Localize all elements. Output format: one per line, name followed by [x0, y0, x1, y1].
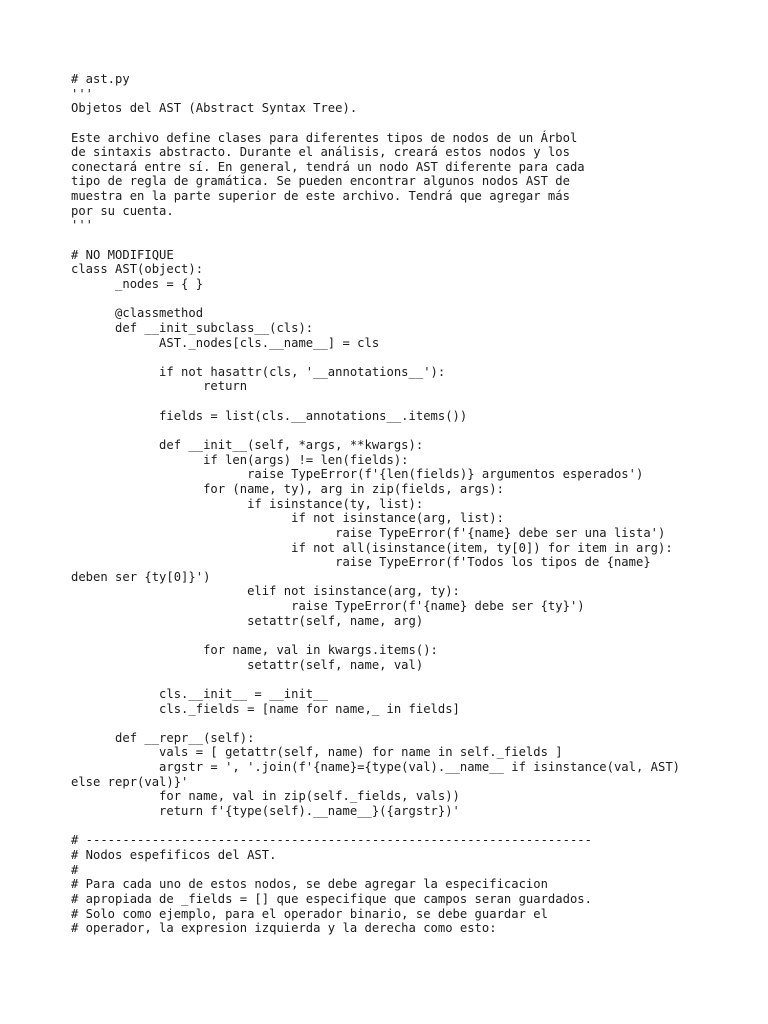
code-line: tipo de regla de gramática. Se pueden encontrar algunos nodos AST de — [71, 174, 570, 189]
blank-line — [71, 116, 761, 131]
code-line: def __init_subclass__(cls): — [71, 320, 314, 335]
code-line: # operador, la expresion izquierda y la derecha como esto: — [71, 921, 497, 936]
code-line: _nodes = { } — [71, 276, 204, 291]
blank-line — [71, 716, 761, 731]
code-line: if not hasattr(cls, '__annotations__'): — [71, 364, 446, 379]
code-line: muestra en la parte superior de este archivo. Tendrá que agregar más — [71, 189, 570, 204]
code-line: # --------------------------------------------------------------------- — [71, 833, 592, 848]
code-line: if isinstance(ty, list): — [71, 496, 424, 511]
code-line: # — [71, 862, 79, 877]
code-line: setattr(self, name, arg) — [71, 613, 424, 628]
blank-line — [71, 292, 761, 307]
code-line: deben ser {ty[0]}') — [71, 569, 211, 584]
code-line: for (name, ty), arg in zip(fields, args): — [71, 481, 504, 496]
code-line: # Solo como ejemplo, para el operador binario, se debe guardar el — [71, 906, 548, 921]
code-line: return f'{type(self).__name__}({argstr})' — [71, 804, 460, 819]
code-line: class AST(object): — [71, 262, 204, 277]
code-line: elif not isinstance(arg, ty): — [71, 584, 460, 599]
code-line: raise TypeError(f'{name} debe ser una lista') — [71, 525, 666, 540]
blank-line — [71, 628, 761, 643]
code-line: ''' — [71, 218, 94, 233]
code-line: Este archivo define clases para diferentes tipos de nodos de un Árbol — [71, 130, 578, 145]
blank-line — [71, 423, 761, 438]
blank-line — [71, 819, 761, 834]
code-line: raise TypeError(f'Todos los tipos de {name} — [71, 555, 651, 570]
code-line: cls.__init__ = __init__ — [71, 686, 328, 701]
code-line: de sintaxis abstracto. Durante el análisis, creará estos nodos y los — [71, 145, 570, 160]
code-line: # NO MODIFIQUE — [71, 247, 174, 262]
code-line: if len(args) != len(fields): — [71, 452, 409, 467]
code-line: return — [71, 379, 248, 394]
code-line: Objetos del AST (Abstract Syntax Tree). — [71, 101, 358, 116]
code-line: # ast.py — [71, 72, 130, 86]
code-listing — [71, 72, 761, 936]
code-line: argstr = ', '.join(f'{name}={type(val).__name__ if isinstance(val, AST) — [71, 760, 681, 775]
code-line: fields = list(cls.__annotations__.items()) — [71, 408, 468, 423]
code-line: def __init__(self, *args, **kwargs): — [71, 438, 424, 453]
code-line: # apropiada de _fields = [] que especifique que campos seran guardados. — [71, 891, 592, 906]
code-line: else repr(val)}' — [71, 774, 189, 789]
code-line: if not all(isinstance(item, ty[0]) for item in arg): — [71, 540, 673, 555]
code-line: raise TypeError(f'{len(fields)} argumentos esperados') — [71, 467, 644, 482]
code-line: por su cuenta. — [71, 203, 174, 218]
code-line: def __repr__(self): — [71, 730, 255, 745]
blank-line — [71, 233, 761, 248]
code-line: for name, val in kwargs.items(): — [71, 642, 438, 657]
blank-line — [71, 350, 761, 365]
code-line: # Nodos espefificos del AST. — [71, 847, 277, 862]
code-line: @classmethod — [71, 306, 204, 321]
code-line: if not isinstance(arg, list): — [71, 511, 504, 526]
code-line: setattr(self, name, val) — [71, 657, 424, 672]
blank-line — [71, 394, 761, 409]
code-line: vals = [ getattr(self, name) for name in self._fields ] — [71, 745, 563, 760]
code-line: # Para cada uno de estos nodos, se debe agregar la especificacion — [71, 877, 548, 892]
code-line: ''' — [71, 86, 94, 101]
blank-line — [71, 672, 761, 687]
code-line: AST._nodes[cls.__name__] = cls — [71, 335, 380, 350]
code-line: conectará entre sí. En general, tendrá un nodo AST diferente para cada — [71, 159, 585, 174]
code-line: cls._fields = [name for name,_ in fields] — [71, 701, 460, 716]
code-line: for name, val in zip(self._fields, vals)) — [71, 789, 460, 804]
code-line: raise TypeError(f'{name} debe ser {ty}') — [71, 599, 585, 614]
